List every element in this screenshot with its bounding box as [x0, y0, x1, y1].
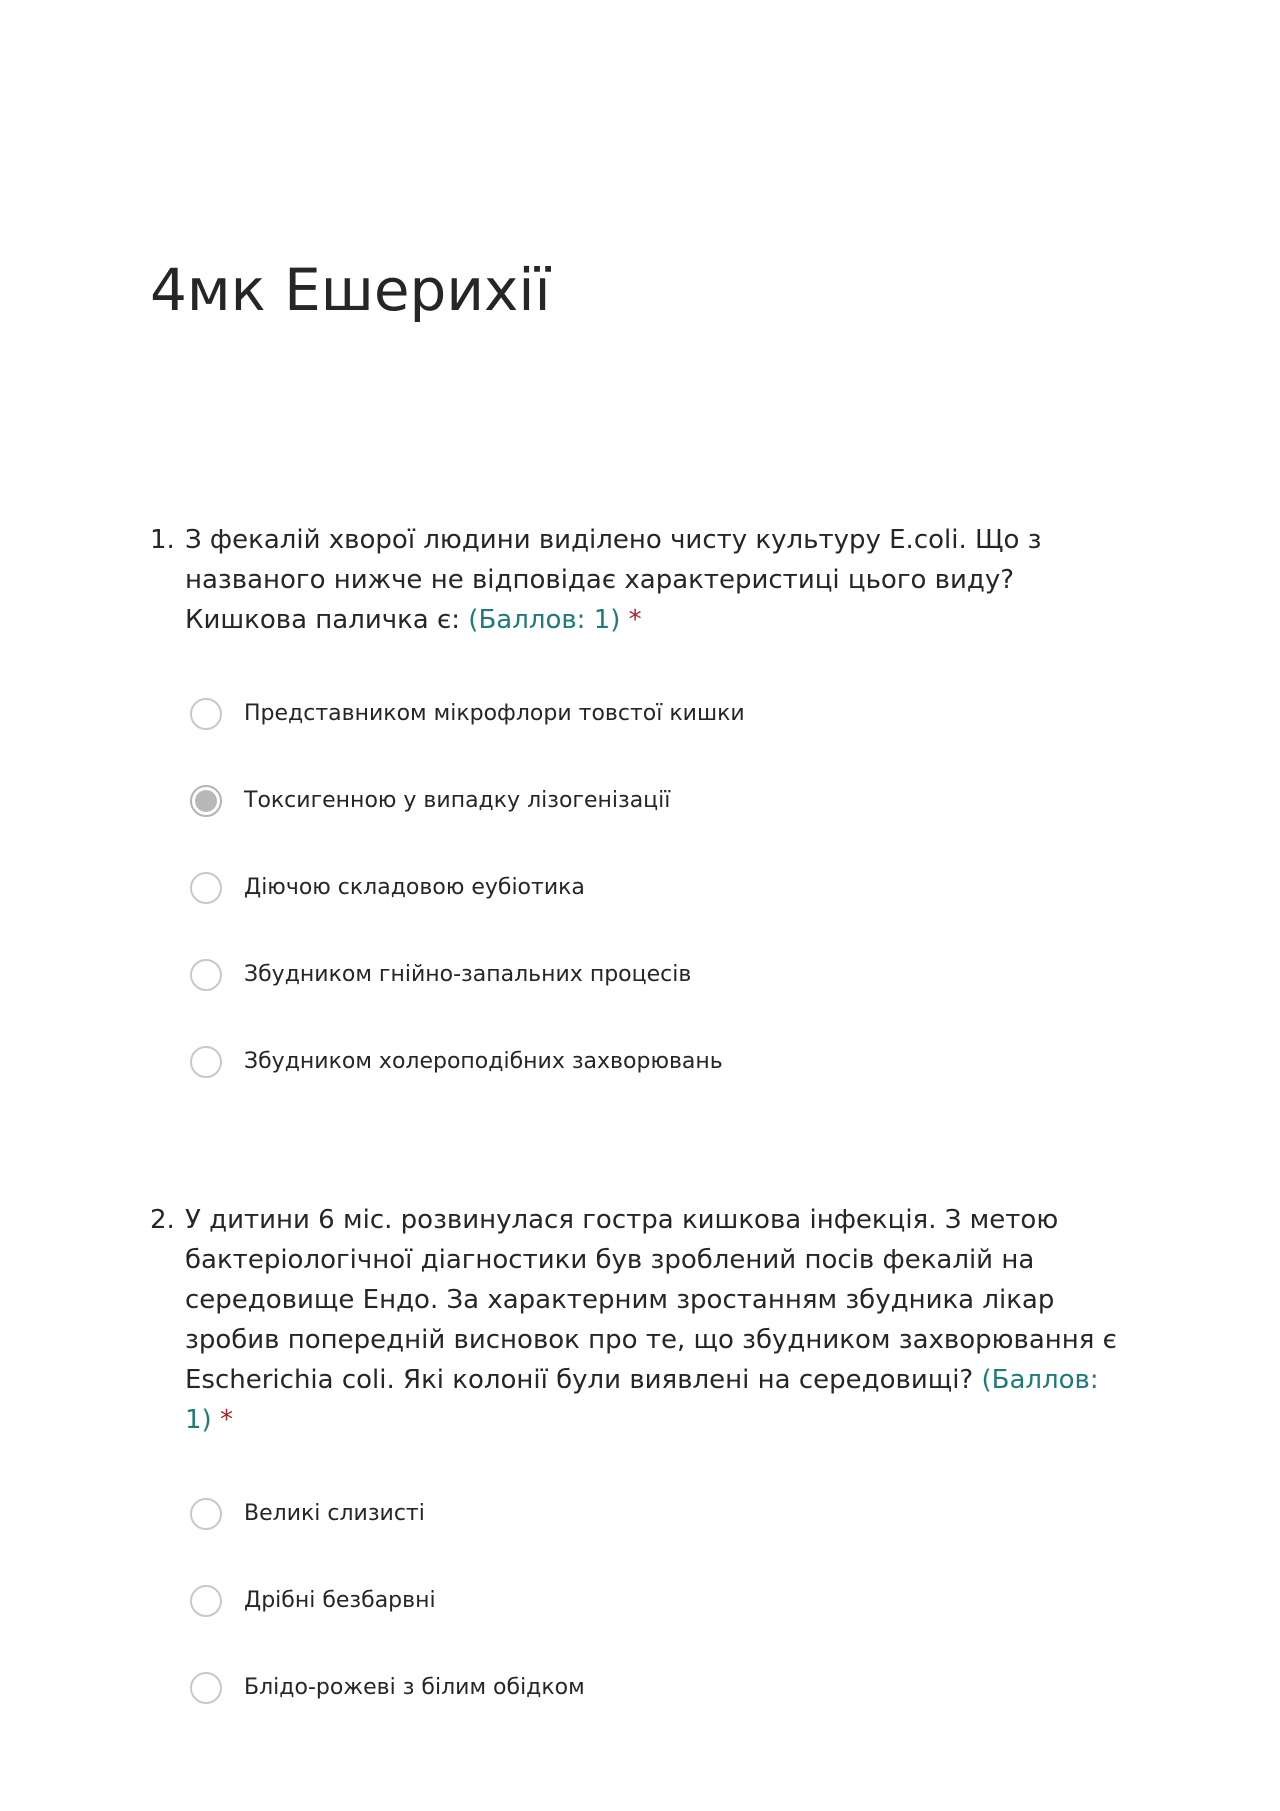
answer-option[interactable]: [190, 670, 1130, 757]
answer-option[interactable]: [190, 1470, 1130, 1557]
option-label: Великі слизисті: [244, 1500, 425, 1526]
answer-option[interactable]: [190, 757, 1130, 844]
answer-option[interactable]: [190, 931, 1130, 1018]
required-marker: *: [219, 1405, 233, 1435]
option-label: Блідо-рожеві з білим обідком: [244, 1674, 585, 1700]
option-label: Діючою складовою еубіотика: [244, 874, 585, 900]
question-header: [150, 520, 1130, 640]
answer-option[interactable]: [190, 1018, 1130, 1105]
question-points: (Баллов: 1): [468, 605, 621, 635]
question-2: [150, 1200, 1130, 1731]
option-label: Збудником холероподібних захворювань: [244, 1048, 723, 1074]
required-marker: *: [628, 605, 642, 635]
answer-option[interactable]: [190, 844, 1130, 931]
option-label: Збудником гнійно-запальних процесів: [244, 961, 692, 987]
question-points: (Баллов: 1): [185, 1365, 1099, 1435]
radio-button[interactable]: [190, 1046, 222, 1078]
answer-option[interactable]: [190, 1644, 1130, 1731]
question-text: У дитини 6 міс. розвинулася гостра кишкова інфекція. З метою бактеріологічної діагностики був зроблений посів фекалій на середовище Ендо. За характерним зростанням збудника лікар зробив попередній висновок про те, що збудником захворювання є Escherichia coli. Які колонії були виявлені на середовищі?: [185, 1205, 1117, 1395]
question-text-block: [185, 1200, 1130, 1440]
question-header: [150, 1200, 1130, 1440]
radio-button[interactable]: [190, 1498, 222, 1530]
form-title: 4мк Ешерихії: [150, 256, 551, 324]
radio-button-selected[interactable]: [190, 785, 222, 817]
option-label: Представником мікрофлори товстої кишки: [244, 700, 745, 726]
question-number: 1.: [150, 525, 175, 555]
radio-button[interactable]: [190, 698, 222, 730]
option-label: Дрібні безбарвні: [244, 1587, 436, 1613]
answer-options: [150, 670, 1130, 1105]
radio-button[interactable]: [190, 1585, 222, 1617]
answer-options: [150, 1470, 1130, 1731]
question-number: 2.: [150, 1205, 175, 1235]
radio-button[interactable]: [190, 959, 222, 991]
radio-button[interactable]: [190, 1672, 222, 1704]
question-text: З фекалій хворої людини виділено чисту культуру E.coli. Що з названого нижче не відповідає характеристиці цього виду? Кишкова паличка є:: [185, 525, 1042, 635]
option-label: Токсигенною у випадку лізогенізації: [244, 787, 671, 813]
question-1: [150, 520, 1130, 1105]
answer-option[interactable]: [190, 1557, 1130, 1644]
radio-button[interactable]: [190, 872, 222, 904]
question-text-block: [185, 520, 1130, 640]
radio-selected-dot: [195, 790, 217, 812]
